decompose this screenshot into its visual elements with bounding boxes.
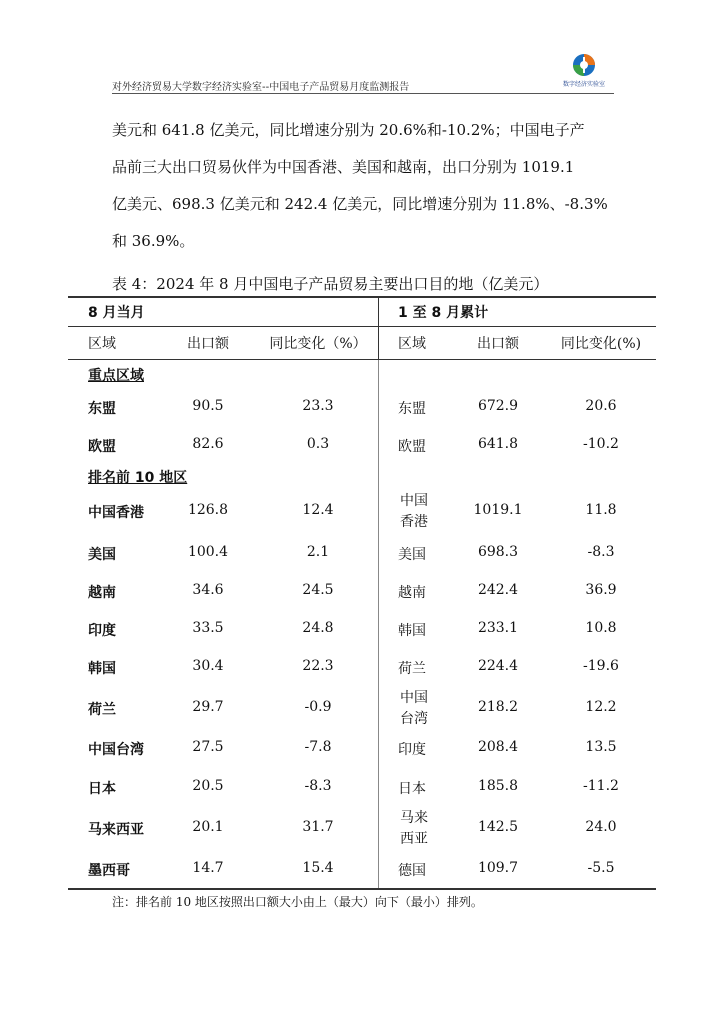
right-region-cell: 韩国 (398, 623, 426, 639)
right-export-cell: 109.7 (477, 860, 519, 876)
right-region-cell: 日本 (398, 781, 426, 797)
left-yoy-cell: 24.5 (302, 582, 334, 598)
left-region-cell: 马来西亚 (88, 822, 144, 838)
left-yoy-cell: 23.3 (302, 398, 334, 414)
logo-text: 数字经济实验室 (562, 81, 605, 88)
left-yoy-cell: -8.3 (304, 778, 332, 794)
right-region-cell: 中国香港 (400, 493, 428, 530)
left-export-cell: 20.1 (192, 819, 224, 835)
left-region-cell: 荷兰 (88, 702, 116, 718)
right-export-cell: 641.8 (477, 436, 519, 452)
left-export-cell: 20.5 (192, 778, 224, 794)
left-region-cell: 墨西哥 (88, 863, 130, 879)
paragraph-line: 和 36.9%。 (112, 232, 195, 250)
left-yoy-cell: -7.8 (304, 739, 332, 755)
table-column-divider (378, 296, 379, 360)
right-export-cell: 1019.1 (473, 502, 523, 518)
left-region-cell: 印度 (88, 623, 116, 639)
left-region-cell: 日本 (88, 781, 116, 797)
left-yoy-cell: 2.1 (306, 544, 330, 560)
paragraph-line: 美元和 641.8 亿美元，同比增速分别为 20.6%和-10.2%；中国电子产 (112, 121, 585, 139)
right-yoy-cell: 24.0 (585, 819, 617, 835)
right-region-cell: 荷兰 (398, 661, 426, 677)
table-rule (68, 359, 656, 360)
right-region-cell: 德国 (398, 863, 426, 879)
right-region-cell: 欧盟 (398, 439, 426, 455)
right-panel-title: 1 至 8 月累计 (398, 305, 489, 321)
column-header-region-right: 区域 (398, 336, 426, 352)
page-header (112, 52, 614, 96)
left-region-cell: 东盟 (88, 401, 116, 417)
table-bottom-rule (68, 888, 656, 890)
right-export-cell: 233.1 (477, 620, 519, 636)
left-export-cell: 34.6 (192, 582, 224, 598)
right-export-cell: 672.9 (477, 398, 519, 414)
right-yoy-cell: -19.6 (583, 658, 619, 674)
right-region-cell: 中国台湾 (400, 690, 428, 727)
right-export-cell: 242.4 (477, 582, 519, 598)
header-divider (112, 93, 614, 94)
right-region-cell: 印度 (398, 742, 426, 758)
left-region-cell: 韩国 (88, 661, 116, 677)
right-export-cell: 208.4 (477, 739, 519, 755)
right-region-cell: 越南 (398, 585, 426, 601)
section-key-regions: 重点区域 (88, 368, 144, 384)
table-rule (68, 326, 656, 327)
body-paragraph (112, 112, 622, 260)
right-yoy-cell: 10.8 (585, 620, 617, 636)
header-title: 对外经济贸易大学数字经济实验室--中国电子产品贸易月度监测报告 (112, 82, 410, 93)
left-yoy-cell: -0.9 (304, 699, 332, 715)
left-export-cell: 30.4 (192, 658, 224, 674)
export-destination-table (68, 296, 656, 890)
right-yoy-cell: -11.2 (583, 778, 619, 794)
left-yoy-cell: 24.8 (302, 620, 334, 636)
column-header-yoy: 同比变化（%） (269, 336, 367, 352)
left-region-cell: 美国 (88, 547, 116, 563)
left-export-cell: 14.7 (192, 860, 224, 876)
left-export-cell: 29.7 (192, 699, 224, 715)
column-header-region: 区域 (88, 336, 116, 352)
left-panel-title: 8 月当月 (88, 305, 145, 321)
right-region-cell: 美国 (398, 547, 426, 563)
section-top10: 排名前 10 地区 (88, 470, 188, 486)
right-export-cell: 218.2 (477, 699, 519, 715)
right-export-cell: 224.4 (477, 658, 519, 674)
right-export-cell: 185.8 (477, 778, 519, 794)
left-export-cell: 100.4 (187, 544, 229, 560)
right-export-cell: 698.3 (477, 544, 519, 560)
table-column-divider (378, 360, 379, 888)
right-yoy-cell: 12.2 (585, 699, 617, 715)
right-yoy-cell: -10.2 (583, 436, 619, 452)
left-export-cell: 33.5 (192, 620, 224, 636)
logo-emblem-icon (571, 52, 597, 78)
right-export-cell: 142.5 (477, 819, 519, 835)
left-export-cell: 90.5 (192, 398, 224, 414)
left-export-cell: 126.8 (187, 502, 229, 518)
left-export-cell: 27.5 (192, 739, 224, 755)
left-region-cell: 中国台湾 (88, 742, 144, 758)
left-yoy-cell: 22.3 (302, 658, 334, 674)
left-yoy-cell: 12.4 (302, 502, 334, 518)
right-yoy-cell: 13.5 (585, 739, 617, 755)
left-yoy-cell: 15.4 (302, 860, 334, 876)
left-export-cell: 82.6 (192, 436, 224, 452)
right-yoy-cell: 36.9 (585, 582, 617, 598)
right-yoy-cell: -8.3 (587, 544, 615, 560)
right-region-cell: 东盟 (398, 401, 426, 417)
table-top-rule (68, 296, 656, 298)
column-header-export: 出口额 (187, 336, 229, 352)
left-yoy-cell: 0.3 (306, 436, 330, 452)
right-yoy-cell: 20.6 (585, 398, 617, 414)
paragraph-line: 品前三大出口贸易伙伴为中国香港、美国和越南，出口分别为 1019.1 (112, 158, 575, 176)
right-yoy-cell: 11.8 (585, 502, 617, 518)
column-header-export-right: 出口额 (477, 336, 519, 352)
right-region-cell: 马来西亚 (400, 810, 428, 847)
column-header-yoy-right: 同比变化(%) (560, 336, 642, 352)
left-yoy-cell: 31.7 (302, 819, 334, 835)
left-region-cell: 中国香港 (88, 505, 144, 521)
table-note: 注：排名前 10 地区按照出口额大小由上（最大）向下（最小）排列。 (112, 895, 483, 909)
left-region-cell: 欧盟 (88, 439, 116, 455)
paragraph-line: 亿美元、698.3 亿美元和 242.4 亿美元，同比增速分别为 11.8%、-8.3% (112, 195, 608, 213)
left-region-cell: 越南 (88, 585, 116, 601)
table-caption: 表 4：2024 年 8 月中国电子产品贸易主要出口目的地（亿美元） (112, 275, 549, 293)
right-yoy-cell: -5.5 (587, 860, 615, 876)
lab-logo (556, 52, 612, 92)
